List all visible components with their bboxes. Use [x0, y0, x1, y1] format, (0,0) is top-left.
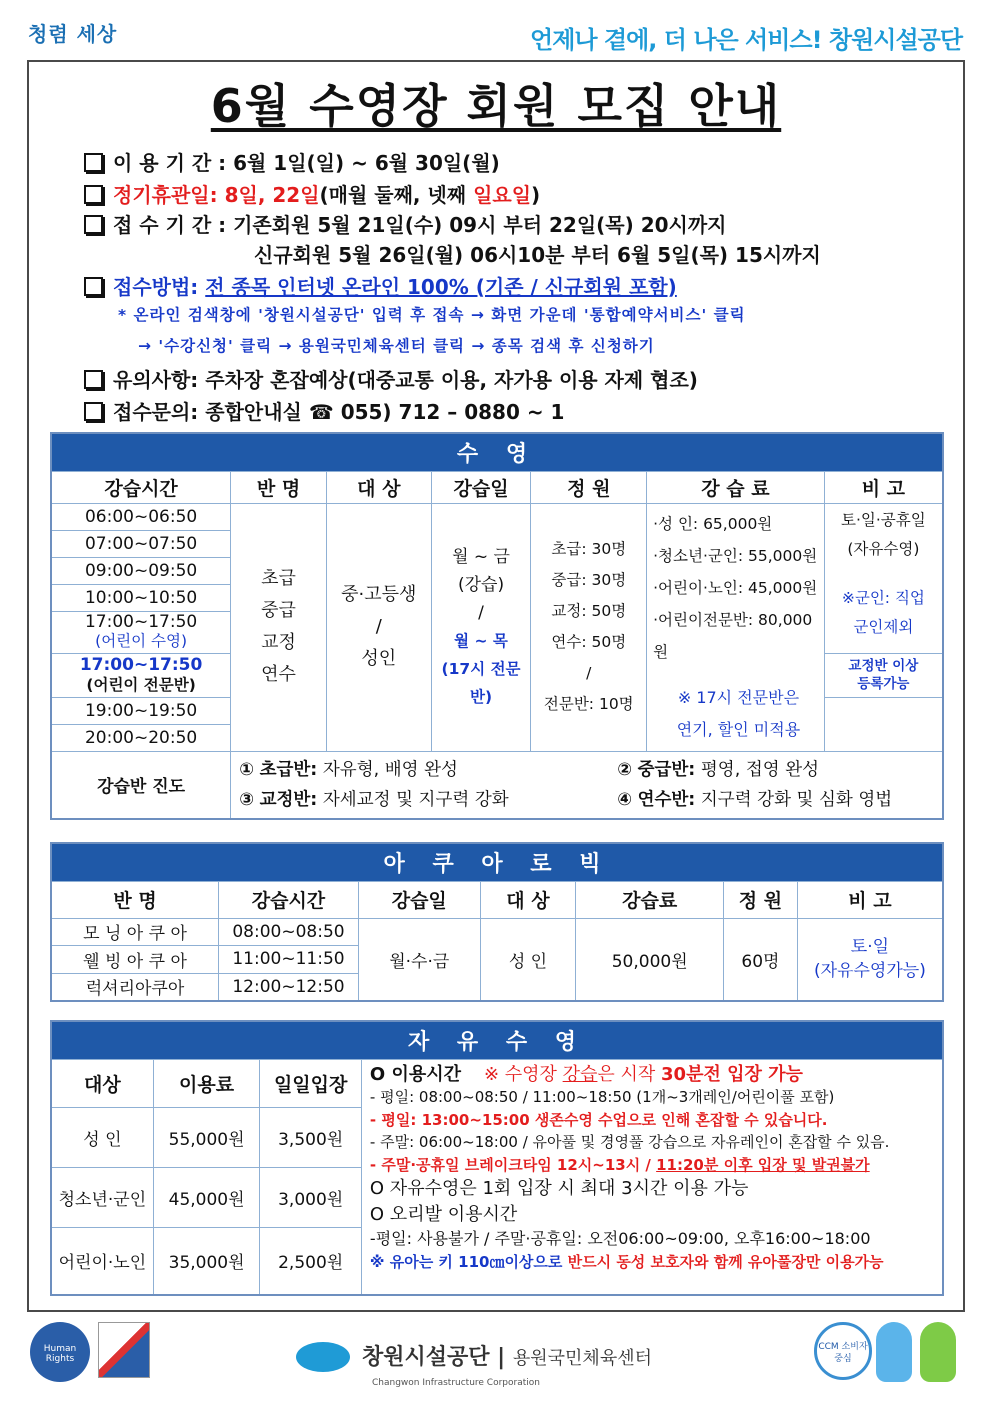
aqua-time: 08:00~08:50 — [219, 918, 359, 945]
online-note-2: → '수강신청' 클릭 → 용원국민체육센터 클릭 → 종목 검색 후 신청하기 — [138, 337, 655, 355]
swim-target: 중·고등생 / 성인 — [326, 503, 431, 751]
aqua-title: 아 쿠 아 로 빅 — [51, 843, 943, 881]
free-title: 자 유 수 영 — [51, 1021, 943, 1059]
aqua-class: 웰 빙 아 쿠 아 — [51, 945, 219, 973]
info-caution: 유의사항: 주차장 혼잡예상(대중교통 이용, 자가용 이용 자제 협조) — [84, 364, 698, 393]
time-cell-kids-pro: 17:00~17:50 (어린이 전문반) — [51, 653, 231, 697]
human-rights-badge: Human Rights — [30, 1322, 90, 1382]
free-swim-details: O 이용시간 ※ 수영장 강습은 시작 30분전 입장 가능 - 평일: 08:00~08:50 / 11:00~18:50 (1개~3개레인/어린이풀 포함) - 평일: 13:00~15:00 생존수영 수업으로 인해 혼잡할 수 있습니다. - 주말: 06:00~18:00 / 유아풀 및 경영풀 강습으로 자유레인이 혼잡할 수 있음. - 주말·공휴일 브레이크타임 12시~13시 / 11:20분 이후 입장 및 발권불가 O 자유수영은 1회 입장 시 최대 3시간 이용 가능 O 오리발 이용시간 -평일: 사용불가 / 주말·공휴일: 오전06:00~09:00, 오후16:00~18:00 ※ 유아는 키 110㎝이상으로 반드시 동성 보호자와 함께 유아풀장만 이용가능 — [361, 1059, 943, 1295]
col-header: 이용료 — [153, 1059, 260, 1107]
col-header: 강습료 — [576, 881, 724, 918]
col-header: 일일입장 — [260, 1059, 362, 1107]
aqua-target: 성 인 — [480, 918, 576, 1001]
free-daily: 3,000원 — [260, 1167, 362, 1227]
col-header: 반 명 — [51, 881, 219, 918]
header-slogan: 언제나 곁에, 더 나은 서비스! 창원시설공단 — [530, 26, 962, 54]
progress-list: ① 초급반: 자유형, 배영 완성 ② 중급반: 평영, 접영 완성 ③ 교정반: 자세교정 및 지구력 강화 ④ 연수반: 지구력 강화 및 심화 영법 — [231, 751, 943, 819]
free-target: 청소년·군인 — [51, 1167, 153, 1227]
checkbox-icon — [84, 402, 103, 421]
swim-capacity: 초급: 30명 중급: 30명 교정: 50명 연수: 50명 / 전문반: 10명 — [531, 503, 647, 751]
col-header: 대상 — [51, 1059, 153, 1107]
info-method: 접수방법: 전 종목 인터넷 온라인 100% (기존 / 신규회원 포함) — [84, 271, 677, 300]
col-header: 강습일 — [431, 471, 531, 503]
page-title: 6월 수영장 회원 모집 안내 — [210, 79, 782, 133]
time-cell: 10:00~10:50 — [51, 584, 231, 611]
swim-title: 수 영 — [51, 433, 943, 471]
col-header: 비 고 — [824, 471, 943, 503]
aqua-table — [50, 842, 944, 1002]
footer-org-en: Changwon Infrastructure Corporation — [372, 1378, 540, 1388]
free-target: 성 인 — [51, 1107, 153, 1167]
remark-note: 교정반 이상 등록가능 — [824, 653, 943, 697]
free-fee: 35,000원 — [153, 1227, 260, 1295]
aqua-capacity: 60명 — [724, 918, 798, 1001]
free-target: 어린이·노인 — [51, 1227, 153, 1295]
col-header: 정 원 — [724, 881, 798, 918]
online-note-1: * 온라인 검색창에 '창원시설공단' 입력 후 접속 → 화면 가운데 '통합예약서비스' 클릭 — [118, 306, 746, 324]
aqua-fee: 50,000원 — [576, 918, 724, 1001]
col-header: 정 원 — [531, 471, 647, 503]
time-cell: 19:00~19:50 — [51, 697, 231, 724]
aqua-time: 12:00~12:50 — [219, 973, 359, 1001]
progress-label: 강습반 진도 — [51, 751, 231, 819]
col-header: 대 상 — [326, 471, 431, 503]
free-fee: 55,000원 — [153, 1107, 260, 1167]
info-contact: 접수문의: 종합안내실 ☎ 055) 712 – 0880 ~ 1 — [84, 396, 564, 425]
time-cell: 09:00~09:50 — [51, 557, 231, 584]
checkbox-icon — [84, 277, 103, 296]
class-names: 초급 중급 교정 연수 — [231, 503, 327, 751]
aqua-class: 모 닝 아 쿠 아 — [51, 918, 219, 945]
time-cell: 07:00~07:50 — [51, 530, 231, 557]
checkbox-icon — [84, 185, 103, 204]
footer-org: 창원시설공단 | 용원국민체육센터 — [362, 1345, 652, 1370]
checkbox-icon — [84, 153, 103, 172]
col-header: 비 고 — [797, 881, 943, 918]
time-cell: 06:00~06:50 — [51, 503, 231, 530]
swim-fees: ·성 인: 65,000원 ·청소년·군인: 55,000원 ·어린이·노인: 45,000원 ·어린이전문반: 80,000원 ※ 17시 전문반은 연기, 할인 미적용 — [647, 503, 825, 751]
free-daily: 2,500원 — [260, 1227, 362, 1295]
ccm-badge: CCM 소비자중심 — [814, 1322, 872, 1380]
aqua-remarks: 토·일 (자유수영가능) — [797, 918, 943, 1001]
checkbox-icon — [84, 370, 103, 389]
time-cell: 20:00~20:50 — [51, 724, 231, 751]
info-period: 이 용 기 간 : 6월 1일(일) ~ 6월 30일(월) — [84, 147, 500, 176]
col-header: 강습일 — [358, 881, 480, 918]
free-swim-table — [50, 1020, 944, 1296]
free-daily: 3,500원 — [260, 1107, 362, 1167]
checkbox-icon — [84, 215, 103, 234]
mascot-blue — [876, 1322, 912, 1382]
col-header: 반 명 — [231, 471, 327, 503]
col-header: 강습시간 — [51, 471, 231, 503]
info-closed: 정기휴관일: 8일, 22일(매월 둘째, 넷째 일요일) — [84, 179, 540, 208]
col-header: 대 상 — [480, 881, 576, 918]
aqua-class: 럭셔리아쿠아 — [51, 973, 219, 1001]
swim-days: 월 ~ 금 (강습) / 월 ~ 목 (17시 전문반) — [431, 503, 531, 751]
col-header: 강 습 료 — [647, 471, 825, 503]
aqua-time: 11:00~11:50 — [219, 945, 359, 973]
info-apply-new: 신규회원 5월 26일(월) 06시10분 부터 6월 5일(목) 15시까지 — [254, 243, 821, 267]
swim-table — [50, 432, 944, 820]
certification-mark — [98, 1322, 150, 1378]
mascot-green — [920, 1322, 956, 1382]
time-cell-kids: 17:00~17:50 (어린이 수영) — [51, 611, 231, 653]
free-fee: 45,000원 — [153, 1167, 260, 1227]
info-apply: 접 수 기 간 : 기존회원 5월 21일(수) 09시 부터 22일(목) 20시까지 — [84, 209, 727, 238]
integrity-logo: 청렴 세상 — [28, 22, 118, 46]
col-header: 강습시간 — [219, 881, 359, 918]
swim-remarks: 토·일·공휴일 (자유수영) ※군인: 직업 군인제외 — [824, 503, 943, 653]
aqua-days: 월·수·금 — [358, 918, 480, 1001]
corporation-logo-icon — [296, 1342, 350, 1372]
